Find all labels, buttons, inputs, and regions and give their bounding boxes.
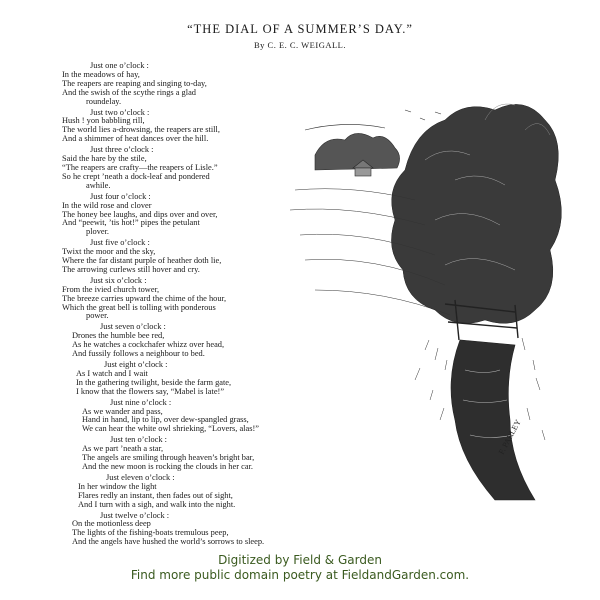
stanza-heading: Just nine o’clock :	[110, 397, 172, 407]
stanza-line: And fussily follows a neighbour to bed.	[72, 349, 205, 359]
footer-line-website: Find more public domain poetry at FieldandGarden.com.	[130, 568, 470, 582]
stanza-line: On the motionless deep	[72, 519, 151, 529]
stanza-heading: Just eight o’clock :	[104, 360, 168, 369]
stanza-line: The breeze carries upward the chime of the hour,	[62, 293, 227, 303]
poem-byline: By C. E. C. WEIGALL.	[253, 40, 346, 50]
stanza-line: Where the far distant purple of heather doth lie,	[62, 256, 222, 266]
landscape-illustration	[285, 90, 570, 510]
stanza	[62, 512, 382, 548]
stanza-line: plover.	[86, 227, 110, 237]
stanza-line: The world lies a-drowsing, the reapers are still,	[62, 125, 220, 135]
stanza-line: Drones the humble bee red,	[72, 331, 165, 341]
stanza-line: In the gathering twilight, beside the farm gate,	[76, 377, 232, 387]
stanza-line: The lights of the fishing-boats tremulous peep,	[72, 528, 229, 538]
stanza-line: From the ivied church tower,	[62, 284, 160, 294]
stanza-line: And the angels have hushed the world’s sorrows to sleep.	[72, 537, 265, 547]
stanza-line: And the swish of the scythe rings a glad	[62, 87, 196, 97]
stanza-line: power.	[86, 311, 109, 321]
artist-signature: F. PARLEY	[496, 417, 523, 456]
stanza-line: And I turn with a sigh, and walk into the night.	[78, 499, 236, 509]
stanza-line: The angels are smiling through heaven’s bright bar,	[82, 453, 255, 463]
stanza-line: In the meadows of hay,	[62, 69, 140, 79]
stanza-line: As we part ’neath a star,	[82, 444, 164, 454]
stanza-line: “The reapers are crafty—the reapers of Lisle.”	[62, 162, 218, 172]
stanza-heading: Just six o’clock :	[90, 275, 147, 285]
stanza-line: As he watches a cockchafer whizz over head,	[72, 340, 225, 350]
stanza-line: In the wild rose and clover	[62, 200, 152, 210]
stanza-line: The honey bee laughs, and dips over and over,	[62, 209, 218, 219]
stanza-line: awhile.	[86, 180, 111, 190]
stanza-line: The arrowing curlews still hover and cry.	[62, 264, 200, 274]
stanza-line: And “peewit, ’tis hot!” pipes the petulant	[62, 218, 200, 228]
stanza-heading: Just ten o’clock :	[110, 435, 167, 445]
stanza-line: And the new moon is rocking the clouds in her car.	[82, 461, 253, 471]
stanza-heading: Just five o’clock :	[90, 238, 150, 248]
stanza-line: Said the hare by the stile,	[62, 154, 147, 164]
stanza-line: The reapers are reaping and singing to-day,	[62, 78, 207, 88]
stanza-line: roundelay.	[86, 96, 122, 106]
stanza-heading: Just three o’clock :	[90, 145, 154, 155]
stanza-line: Which the great bell is tolling with ponderous	[62, 302, 216, 312]
stanza-heading: Just seven o’clock :	[100, 322, 166, 332]
stanza-line: In her window the light	[78, 481, 157, 491]
stanza-line: Hush ! yon babbling rill,	[62, 116, 145, 126]
stanza-line: We can hear the white owl shrieking, “Lovers, alas!”	[82, 424, 259, 434]
stanza-heading: Just four o’clock :	[90, 191, 151, 201]
stanza-heading: Just twelve o’clock :	[100, 510, 170, 520]
stanza-line: I know that the flowers say, “Mabel is late!”	[76, 386, 225, 396]
stanza-heading: Just one o’clock :	[90, 61, 149, 70]
stanza-line: Flares redly an instant, then fades out of sight,	[78, 490, 233, 500]
stanza-line: Twixt the moor and the sky,	[62, 247, 156, 257]
footer-line-digitized: Digitized by Field & Garden	[218, 553, 382, 567]
poem-title: “THE DIAL OF A SUMMER’S DAY.”	[187, 22, 413, 36]
stanza-line: As I watch and I wait	[76, 368, 148, 378]
stanza-line: Hand in hand, lip to lip, over dew-spangled grass,	[82, 415, 249, 425]
stanza-heading: Just two o’clock :	[90, 107, 150, 117]
stanza-heading: Just eleven o’clock :	[106, 472, 175, 482]
stanza-line: So he crept ’neath a dock-leaf and pondered	[62, 171, 210, 181]
stanza-line: As we wander and pass,	[82, 406, 163, 416]
stanza-line: And a shimmer of heat dances over the hill.	[62, 134, 209, 144]
digitizer-footer	[0, 553, 600, 583]
